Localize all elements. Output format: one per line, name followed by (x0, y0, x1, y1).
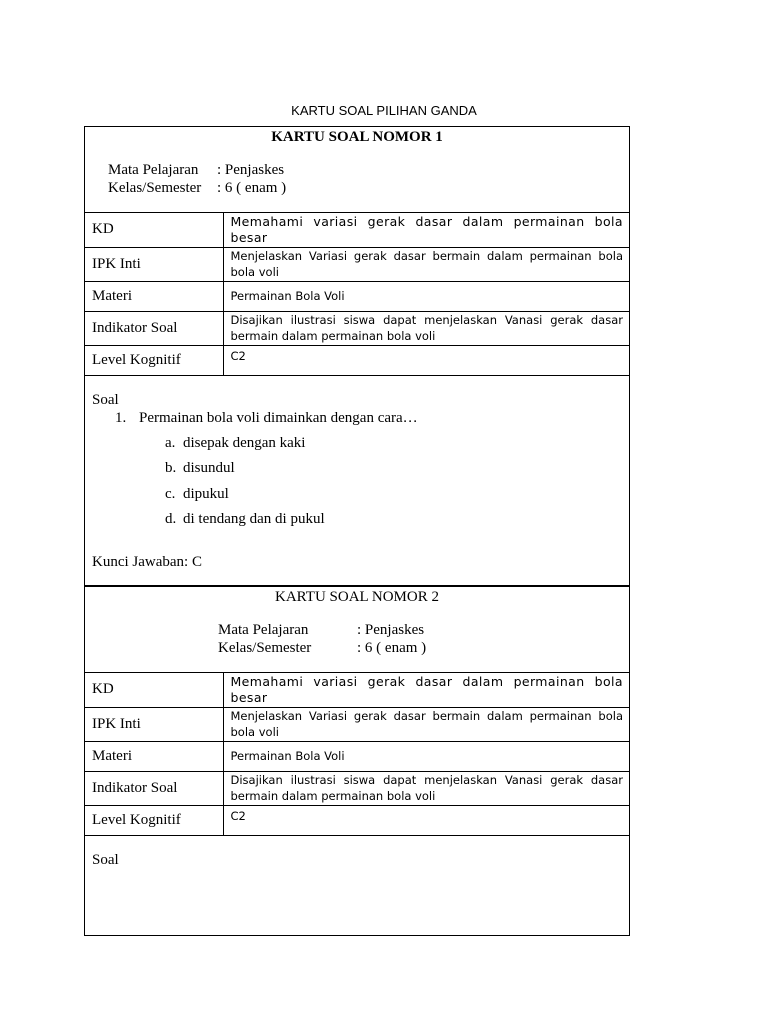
soal-label: Soal (92, 391, 119, 408)
meta-label-class: Kelas/Semester (108, 180, 202, 196)
row-label-ipk: IPK Inti (85, 247, 223, 281)
row-label-ipk: IPK Inti (85, 707, 223, 741)
option-text: di tendang dan di pukul (183, 511, 325, 527)
option-letter: d. (165, 511, 177, 527)
row-value-indikator: Disajikan ilustrasi siswa dapat menjelaskan Vanasi gerak dasar bermain dalam permainan bola voli (223, 311, 629, 345)
info-table (85, 673, 629, 836)
row-value-ipk: Menjelaskan Variasi gerak dasar bermain dalam permainan bola bola voli (223, 247, 629, 281)
card-title: KARTU SOAL NOMOR 2 (275, 589, 439, 605)
page-title: KARTU SOAL PILIHAN GANDA (291, 103, 477, 118)
row-label-level: Level Kognitif (85, 345, 223, 375)
meta-label-subject: Mata Pelajaran (218, 622, 309, 638)
question-card-2 (84, 585, 630, 936)
meta-value-class: : 6 ( enam ) (217, 180, 287, 196)
row-label-indikator: Indikator Soal (85, 311, 223, 345)
card-meta (108, 161, 286, 197)
row-label-kd: KD (85, 213, 223, 247)
option-letter: c. (165, 485, 176, 502)
option-b (165, 459, 325, 485)
option-c (165, 485, 325, 511)
row-value-materi: Permainan Bola Voli (223, 741, 629, 771)
option-letter: b. (165, 460, 177, 476)
option-text: dipukul (183, 485, 229, 502)
meta-label-class: Kelas/Semester (218, 640, 312, 656)
card-meta (218, 621, 426, 657)
row-value-level: C2 (223, 805, 629, 835)
row-value-materi: Permainan Bola Voli (223, 281, 629, 311)
answer-key: Kunci Jawaban: C (92, 553, 202, 570)
row-value-indikator: Disajikan ilustrasi siswa dapat menjelaskan Vanasi gerak dasar bermain dalam permainan bola voli (223, 771, 629, 805)
question-text: Permainan bola voli dimainkan dengan cara… (139, 409, 418, 426)
soal-section (85, 836, 629, 936)
row-value-kd: Memahami variasi gerak dasar dalam permainan bola besar (223, 213, 629, 247)
meta-label-subject: Mata Pelajaran (108, 162, 199, 178)
card-title: KARTU SOAL NOMOR 1 (271, 129, 443, 145)
option-text: disepak dengan kaki (183, 434, 306, 451)
soal-section (85, 376, 629, 586)
row-label-materi: Materi (85, 741, 223, 771)
meta-value-subject: : Penjaskes (217, 162, 285, 178)
option-letter: a. (165, 434, 176, 451)
option-d (165, 510, 325, 536)
row-label-indikator: Indikator Soal (85, 771, 223, 805)
option-text: disundul (183, 460, 235, 476)
row-label-materi: Materi (85, 281, 223, 311)
row-value-kd: Memahami variasi gerak dasar dalam permainan bola besar (223, 673, 629, 707)
row-label-level: Level Kognitif (85, 805, 223, 835)
row-value-level: C2 (223, 345, 629, 375)
soal-label: Soal (92, 851, 119, 868)
question-card-1 (84, 126, 630, 586)
question-number: 1. (115, 409, 127, 426)
row-label-kd: KD (85, 673, 223, 707)
row-value-ipk: Menjelaskan Variasi gerak dasar bermain dalam permainan bola bola voli (223, 707, 629, 741)
options-list (165, 434, 325, 536)
card-header (85, 587, 629, 673)
option-a (165, 434, 325, 460)
info-table (85, 213, 629, 376)
meta-value-subject: : Penjaskes (357, 622, 425, 638)
question (115, 410, 418, 427)
meta-value-class: : 6 ( enam ) (357, 640, 427, 656)
card-header (85, 127, 629, 213)
